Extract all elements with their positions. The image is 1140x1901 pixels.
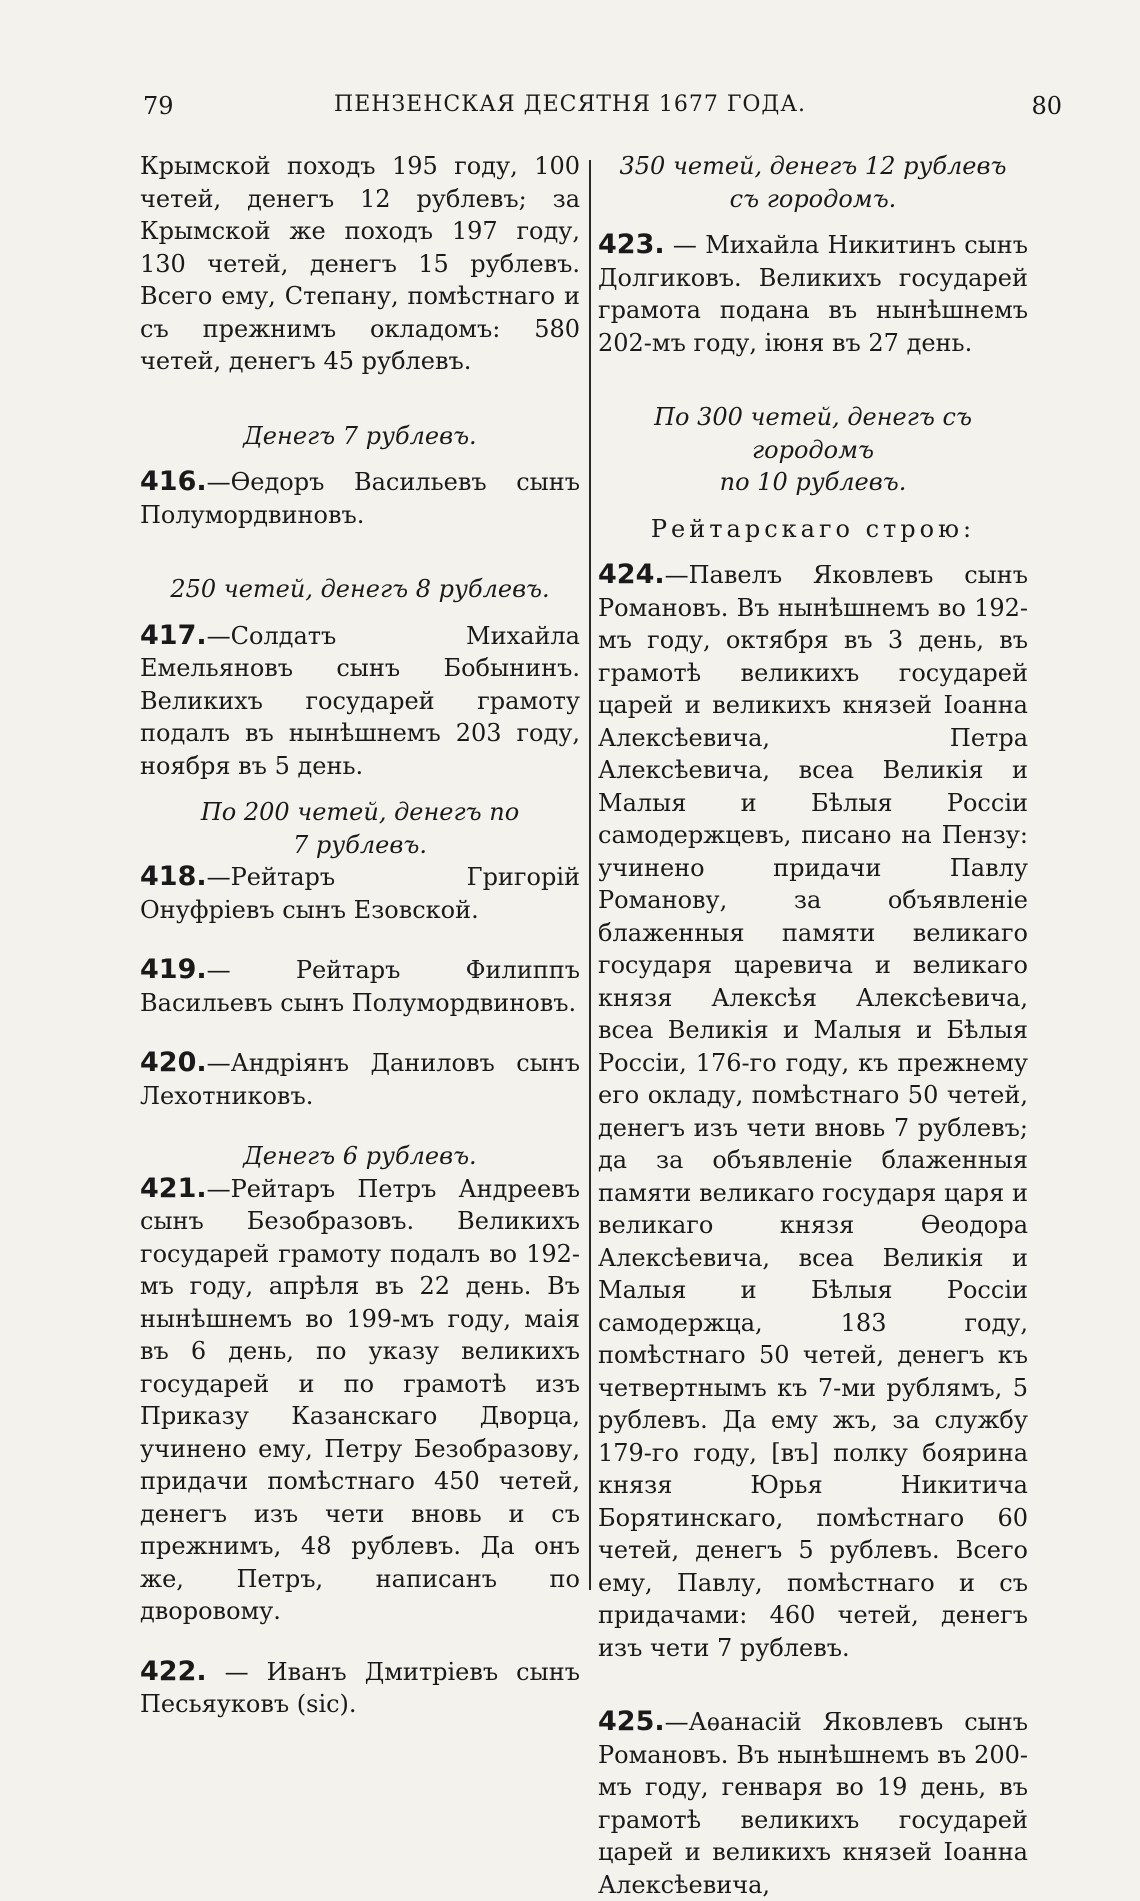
entry-416 [140,466,580,531]
entry-number: 422. [140,1655,207,1687]
entry-text: —Рейтаръ Петръ Андреевъ сынъ Безобразовъ. Великихъ государей грамоту подалъ во 192-мъ году, апрѣля въ 22 день. Въ нынѣшнемъ во 199-мъ году, маія въ 6 день, по указу великихъ государей и по грамотѣ изъ Приказу Казанскаго Дворца, учинено ему, Петру Безобразову, придачи помѣстнаго 450 четей, денегъ изъ чети вновь и съ прежнимъ, 48 рублевъ. Да онъ же, Петръ, написанъ по дворовому. [140,1174,580,1625]
entry-number: 418. [140,861,207,892]
section-heading: 350 четей, денегъ 12 рублевъ [619,152,1007,180]
right-column [598,150,1028,1901]
left-column [140,150,580,1721]
entry-420 [140,1047,580,1112]
entry-number: 424. [598,559,665,590]
entry-text: —Андріянъ Даниловъ сынъ Лехотниковъ. [140,1049,580,1110]
section-heading: По 300 четей, денегъ съ городомъ [654,403,972,464]
section-heading: По 200 четей, денегъ по [200,798,520,826]
entry-text: — Михайла Никитинъ сынъ Долгиковъ. Великихъ государей грамота подана въ нынѣшнемъ 202-мъ году, іюня въ 27 день. [598,231,1028,357]
section-heading: Денегъ 6 рублевъ. [243,1142,477,1170]
entry-number: 421. [140,1172,207,1204]
entry-text: —Аѳанасій Яковлевъ сынъ Романовъ. Въ нынѣшнемъ въ 200-мъ году, генваря во 19 день, въ грамотѣ великихъ государей царей и великихъ князей Іоанна Алексѣевича, [598,1708,1028,1899]
entry-418 [140,861,580,926]
entry-number: 423. [598,229,665,260]
entry-425 [598,1706,1028,1901]
entry-text: —Ѳедоръ Васильевъ сынъ Полумордвиновъ. [140,468,580,529]
entry-number: 416. [140,466,207,497]
left-page-number: 79 [143,92,174,120]
paragraph: Крымской походъ 195 году, 100 четей, денегъ 12 рублевъ; за Крымской же походъ 197 году, 130 четей, денегъ 15 рублевъ. Всего ему, Степану, помѣстнаго и съ прежнимъ окладомъ: 580 четей, денегъ 45 рублевъ. [140,152,580,375]
entry-number: 419. [140,954,207,985]
section-heading: Денегъ 7 рублевъ. [243,421,477,450]
entry-number: 425. [598,1706,665,1737]
entry-number: 420. [140,1047,207,1078]
entry-417 [140,620,580,783]
entry-text: — Рейтаръ Филиппъ Васильевъ сынъ Полумордвиновъ. [140,956,580,1017]
section-heading: 250 четей, денегъ 8 рублевъ. [170,575,550,603]
right-page-number: 80 [1031,92,1062,120]
section-heading: 7 рублевъ. [293,830,427,859]
entry-text: —Солдатъ Михайла Емельяновъ сынъ Бобынинъ. Великихъ государей грамоту подалъ въ нынѣшнемъ 203 году, ноября въ 5 день. [140,621,580,780]
entry-421 [140,1173,580,1628]
section-heading: по 10 рублевъ. [719,468,907,496]
entry-419 [140,954,580,1019]
entry-text: — Иванъ Дмитріевъ сынъ Песьяуковъ (sic). [140,1657,580,1718]
entry-text: —Рейтаръ Григорій Онуфріевъ сынъ Езовской. [140,863,580,924]
section-heading: Рейтарскаго строю: [650,514,976,543]
entry-424 [598,559,1028,1664]
section-heading: съ городомъ. [729,184,897,213]
entry-423 [598,229,1028,359]
entry-text: —Павелъ Яковлевъ сынъ Романовъ. Въ нынѣшнемъ во 192-мъ году, октября въ 3 день, въ грамотѣ великихъ государей царей и великихъ князей Іоанна Алексѣевича, Петра Алексѣевича, всеа Великія и Малыя и Бѣлыя Россіи самодержцевъ, писано на Пензу: учинено придачи Павлу Романову, за объявленіе блаженныя памяти великаго государя царевича и великаго князя Алексѣя Алексѣевича, всеа Великія и Малыя и Бѣлыя Россіи, 176-го году, къ прежнему его окладу, помѣстнаго 50 четей, денегъ изъ чети вновь 7 рублевъ; да за объявленіе блаженныя памяти великаго государя царя и великаго князя Ѳеодора Алексѣевича, всеа Великія и Малыя и Бѣлыя Россіи самодержца, 183 году, помѣстнаго 50 четей, денегъ къ четвертнымъ къ 7-ми рублямъ, 5 рублевъ. Да ему жъ, за службу 179-го году, [въ] полку боярина князя Юрья Никитича Борятинскаго, помѣстнаго 60 четей, денегъ 5 рублевъ. Всего ему, Павлу, помѣстнаго и съ придачами: 460 четей, денегъ изъ чети 7 рублевъ. [598,561,1028,1662]
column-divider [589,160,591,1590]
entry-422 [140,1656,580,1721]
running-title: ПЕНЗЕНСКАЯ ДЕСЯТНЯ 1677 ГОДА. [334,92,806,117]
entry-number: 417. [140,619,207,651]
